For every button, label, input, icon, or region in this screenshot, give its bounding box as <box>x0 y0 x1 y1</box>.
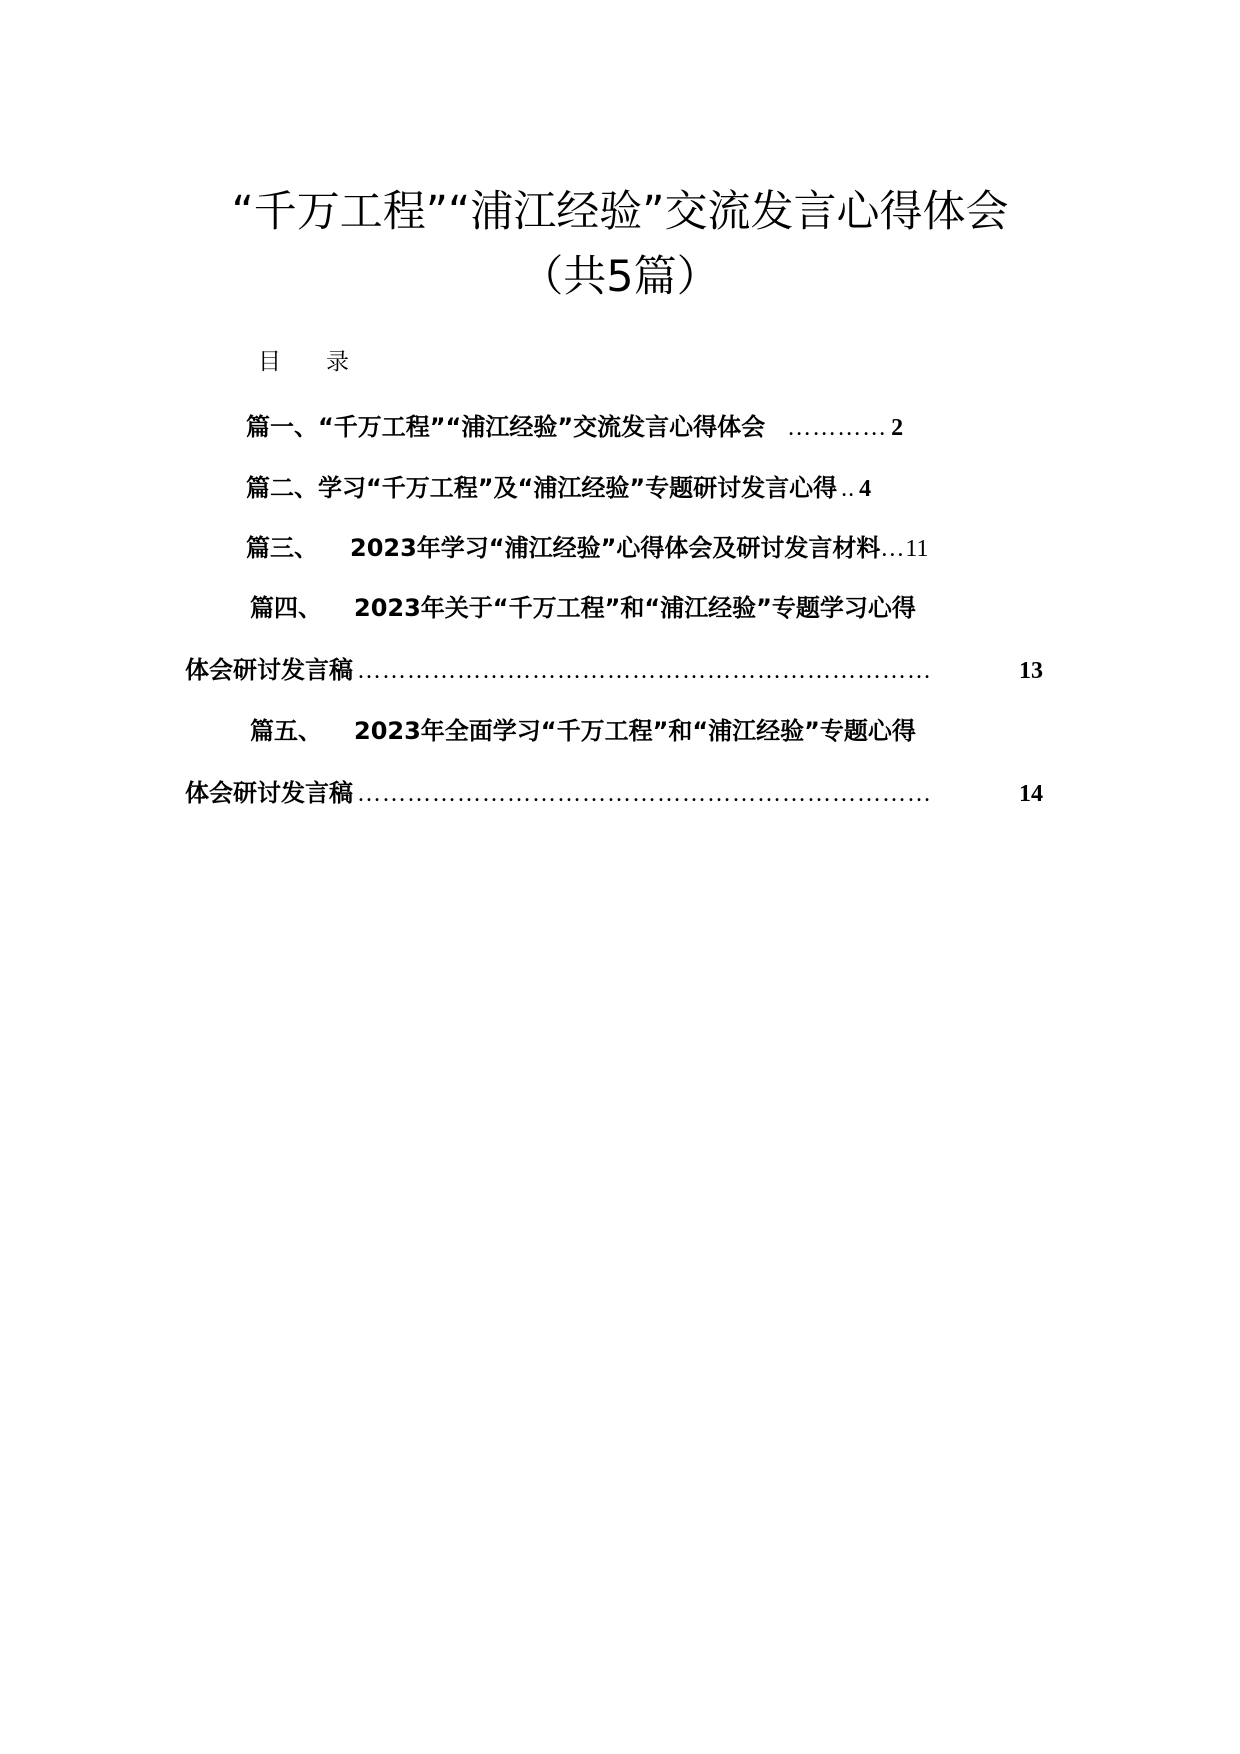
toc-entry-1-prefix: 篇一、 <box>246 413 318 441</box>
toc-heading-char-1: 目 <box>258 349 281 375</box>
toc-entry-4-continuation[interactable] <box>185 652 1043 689</box>
toc-entry-5-leader: …………………………………………………………… <box>357 781 932 807</box>
toc-entry-4-leader: …………………………………………………………… <box>357 658 932 684</box>
document-title-line-2: （共5篇） <box>520 252 720 302</box>
toc-entry-5[interactable] <box>250 713 1046 749</box>
toc-entry-1-page: 2 <box>891 415 904 441</box>
toc-entry-1-leader: ………… <box>787 415 888 441</box>
toc-entry-4-title: 2023年关于“千万工程”和“浦江经验”专题学习心得 <box>354 594 916 622</box>
toc-entry-5-title: 2023年全面学习“千万工程”和“浦江经验”专题心得 <box>354 717 916 745</box>
toc-heading <box>258 345 349 379</box>
toc-entry-1[interactable] <box>246 409 1042 446</box>
toc-entry-3-page: 11 <box>905 536 929 562</box>
toc-entry-4-prefix: 篇四、 <box>250 594 322 622</box>
toc-entry-5-continuation[interactable] <box>185 775 1043 812</box>
toc-entry-4-title-cont: 体会研讨发言稿 <box>185 656 353 684</box>
toc-entry-3-title: 2023年学习“浦江经验”心得体会及研讨发言材料 <box>350 534 881 562</box>
toc-entry-2-prefix: 篇二、 <box>246 474 318 502</box>
toc-entry-5-page: 14 <box>1019 781 1043 807</box>
toc-entry-2[interactable] <box>246 470 1042 507</box>
toc-heading-char-2: 录 <box>326 349 349 375</box>
toc-entry-3[interactable] <box>246 530 1042 567</box>
toc-entry-3-prefix: 篇三、 <box>246 534 318 562</box>
toc-entry-2-page: 4 <box>859 476 872 502</box>
toc-entry-4[interactable] <box>250 590 1046 626</box>
toc-entry-5-prefix: 篇五、 <box>250 717 322 745</box>
document-title-line-1: “千万工程”“浦江经验”交流发言心得体会 <box>231 187 1009 237</box>
toc-entry-2-leader: .. <box>841 476 856 502</box>
toc-entry-5-title-cont: 体会研讨发言稿 <box>185 779 353 807</box>
toc-entry-4-page: 13 <box>1019 658 1043 684</box>
toc-entry-3-leader: … <box>880 536 906 562</box>
toc-entry-1-title: “千万工程”“浦江经验”交流发言心得体会 <box>318 413 766 441</box>
toc-entry-2-title: 学习“千万工程”及“浦江经验”专题研讨发言心得 <box>318 474 838 502</box>
